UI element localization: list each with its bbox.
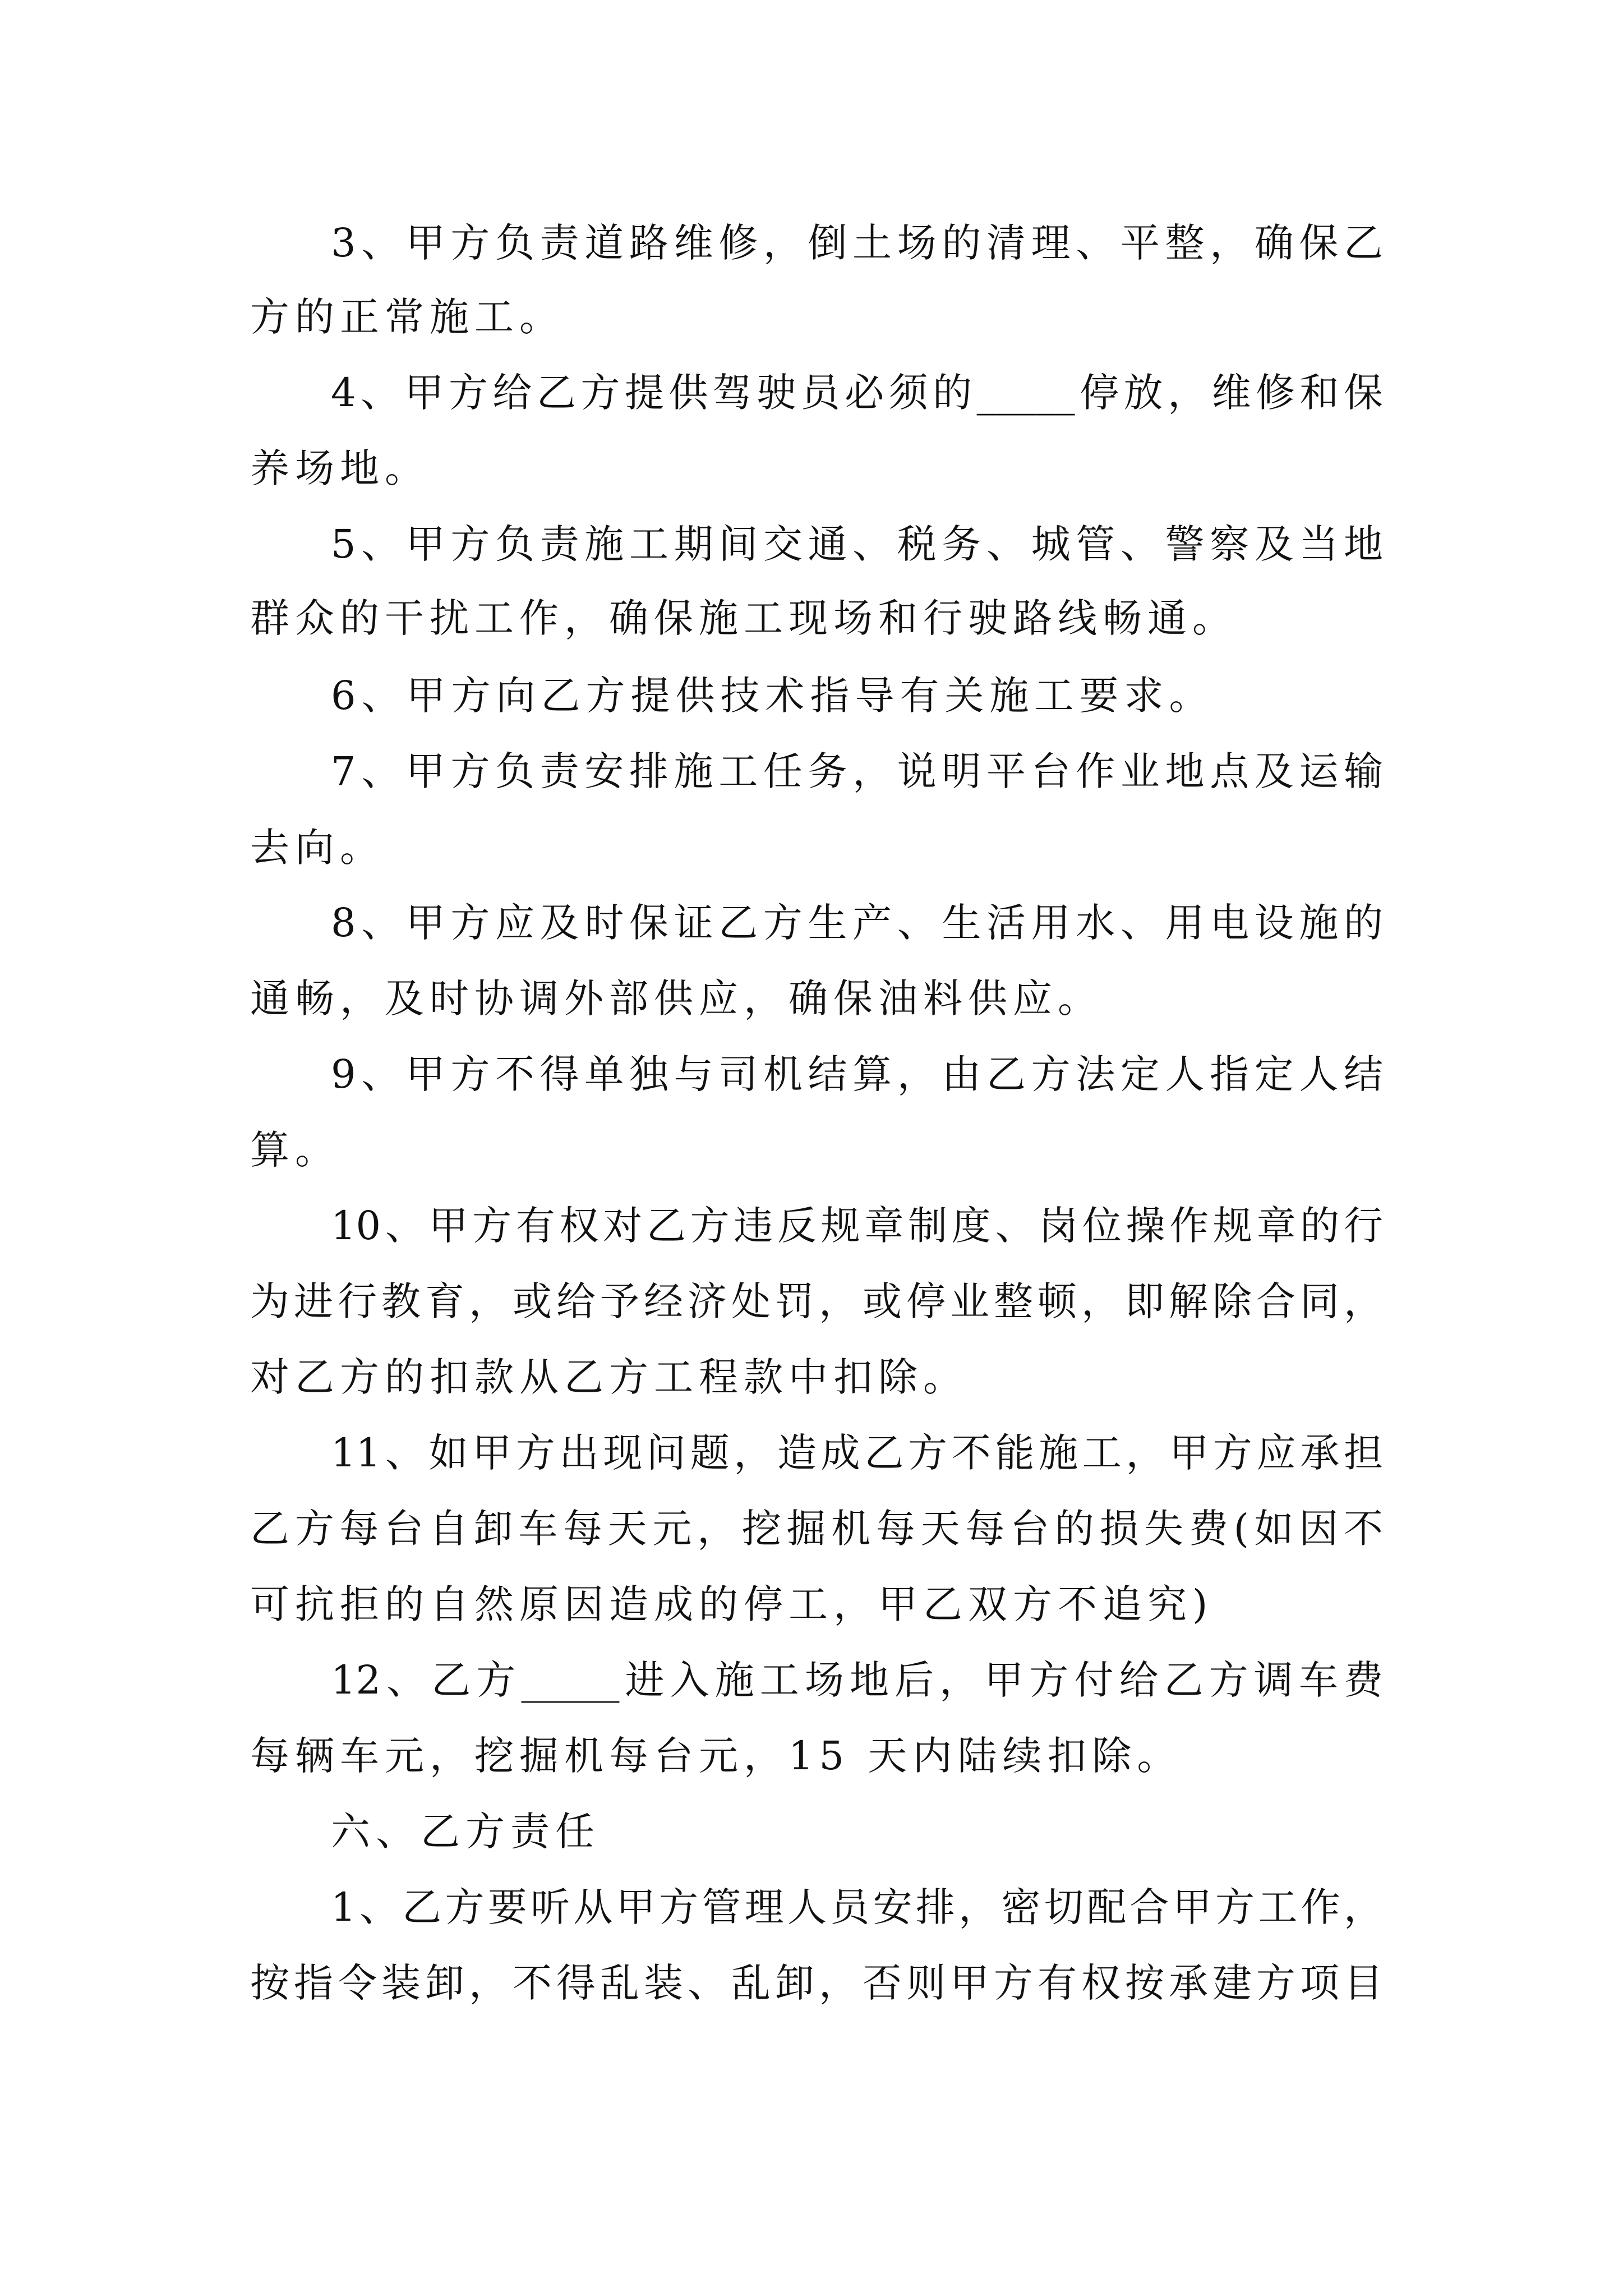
text-line-20: 12、乙方_____进入施工场地后，甲方付给乙方调车费 <box>331 1657 1383 1703</box>
text-line-16: 对乙方的扣款从乙方工程款中扣除。 <box>250 1354 968 1400</box>
text-line-2: 方的正常施工。 <box>250 294 564 340</box>
text-line-1: 3、甲方负责道路维修，倒土场的清理、平整，确保乙 <box>331 220 1383 266</box>
text-line-21: 每辆车元，挖掘机每台元，15 天内陆续扣除。 <box>250 1733 1182 1779</box>
text-line-10: 8、甲方应及时保证乙方生产、生活用水、用电设施的 <box>331 900 1383 946</box>
text-line-6: 群众的干扰工作，确保施工现场和行驶路线畅通。 <box>250 595 1237 641</box>
text-line-7: 6、甲方向乙方提供技术指导有关施工要求。 <box>331 673 1214 719</box>
text-line-15: 为进行教育，或给予经济处罚，或停业整顿，即解除合同， <box>250 1278 1383 1324</box>
text-line-18: 乙方每台自卸车每天元，挖掘机每天每台的损失费(如因不 <box>250 1506 1383 1552</box>
text-line-17: 11、如甲方出现问题，造成乙方不能施工，甲方应承担 <box>331 1430 1383 1476</box>
text-line-4: 养场地。 <box>250 445 430 491</box>
text-line-11: 通畅，及时协调外部供应，确保油料供应。 <box>250 976 1103 1022</box>
text-line-13: 算。 <box>250 1127 340 1173</box>
text-line-9: 去向。 <box>250 825 385 871</box>
text-line-3: 4、甲方给乙方提供驾驶员必须的_____停放，维修和保 <box>331 370 1383 416</box>
text-line-5: 5、甲方负责施工期间交通、税务、城管、警察及当地 <box>331 521 1383 567</box>
text-line-14: 10、甲方有权对乙方违反规章制度、岗位操作规章的行 <box>331 1203 1383 1249</box>
text-line-12: 9、甲方不得单独与司机结算，由乙方法定人指定人结 <box>331 1051 1383 1097</box>
text-line-24: 按指令装卸，不得乱装、乱卸，否则甲方有权按承建方项目 <box>250 1960 1383 2006</box>
text-line-19: 可抗拒的自然原因造成的停工，甲乙双方不追究) <box>250 1581 1214 1627</box>
section-heading: 六、乙方责任 <box>331 1809 600 1855</box>
text-line-8: 7、甲方负责安排施工任务，说明平台作业地点及运输 <box>331 748 1383 794</box>
text-line-23: 1、乙方要听从甲方管理人员安排，密切配合甲方工作， <box>331 1884 1383 1930</box>
